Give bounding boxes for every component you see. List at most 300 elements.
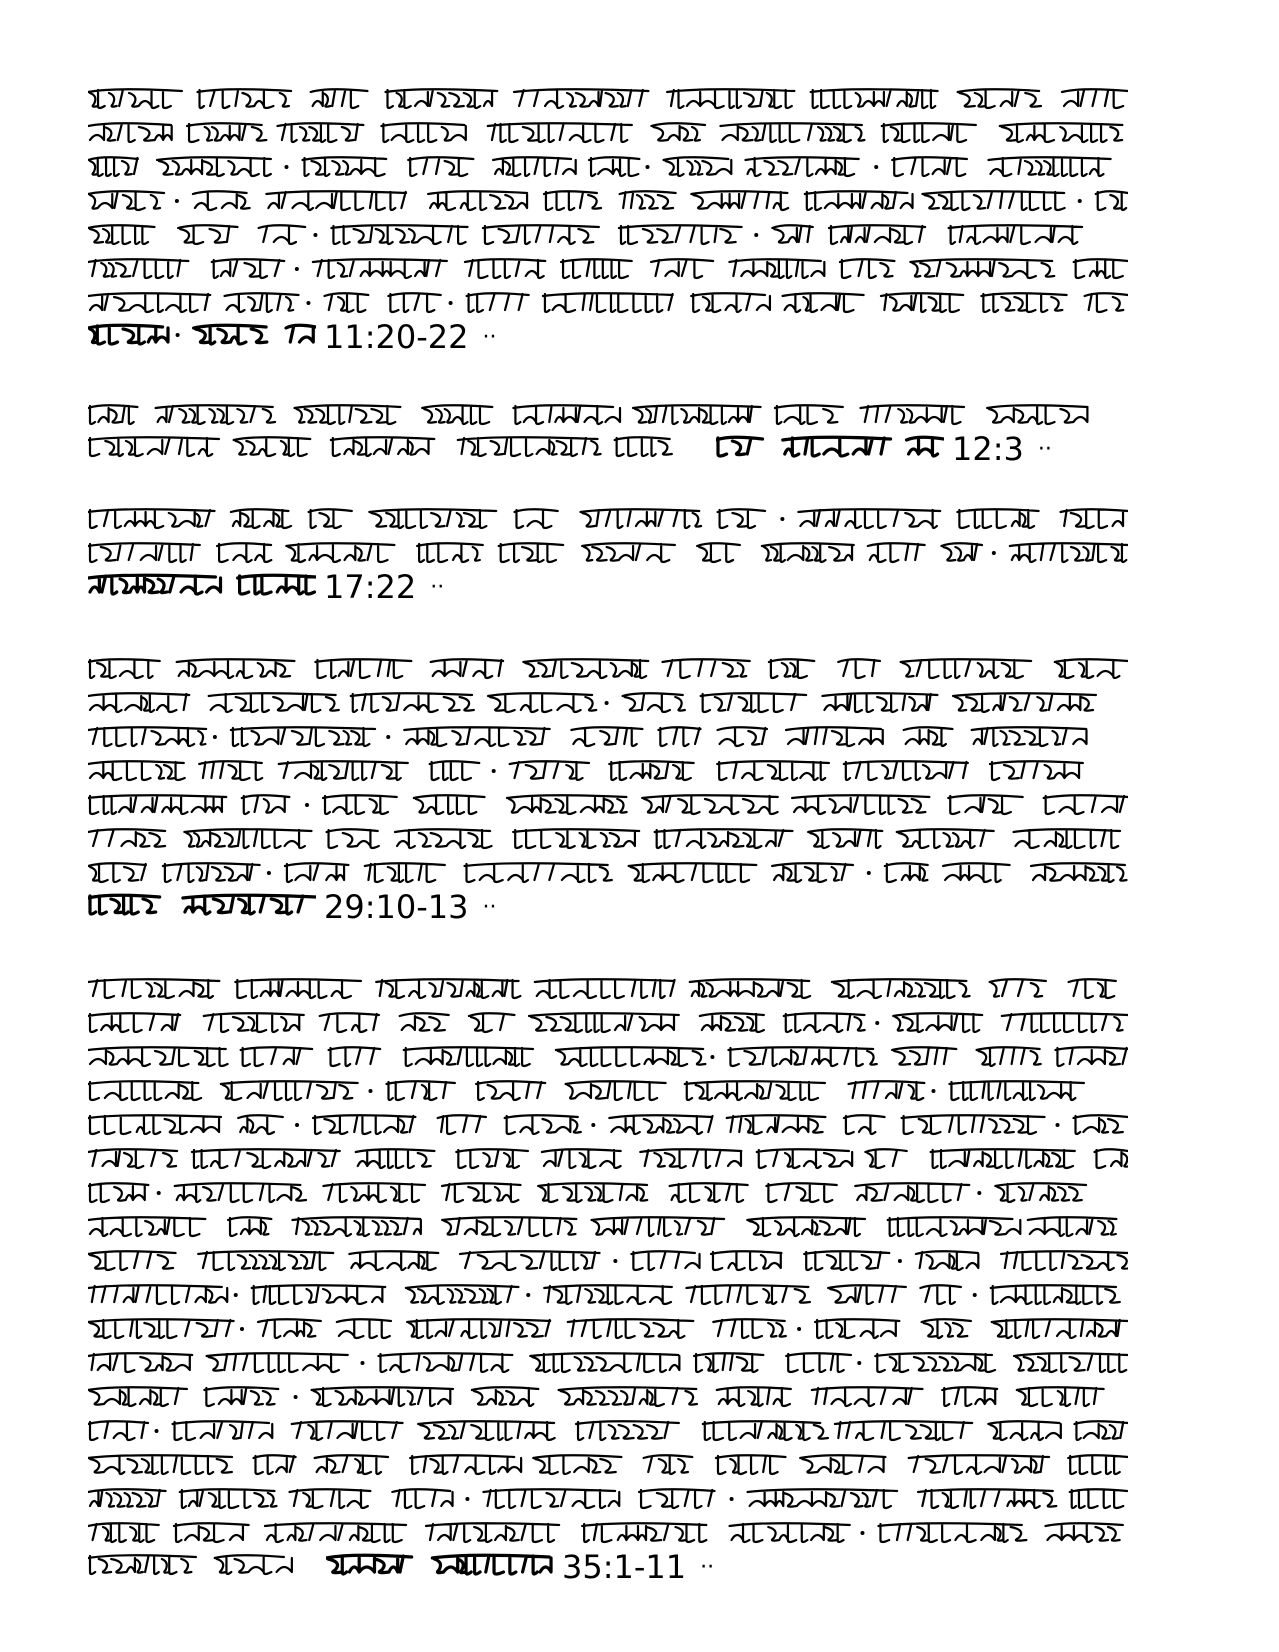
script-word — [221, 1081, 358, 1100]
script-word — [320, 1013, 379, 1032]
script-word — [901, 659, 1032, 678]
script-word — [1061, 509, 1128, 528]
reference-number: 35:1-11 — [562, 1548, 687, 1586]
script-line — [88, 1142, 1198, 1176]
script-word — [988, 1421, 1060, 1440]
script-word — [571, 727, 642, 746]
script-punctuation — [305, 803, 309, 807]
passage-1 — [88, 82, 1198, 360]
script-word — [157, 157, 271, 176]
script-word — [931, 1149, 1075, 1168]
script-word — [418, 1421, 554, 1440]
script-word — [865, 1149, 906, 1168]
script-word — [609, 1115, 712, 1134]
script-word — [798, 509, 940, 528]
script-word — [775, 405, 843, 424]
script-word — [619, 225, 742, 244]
script-word — [285, 863, 349, 882]
script-word — [1045, 1523, 1122, 1542]
script-word — [156, 405, 275, 424]
script-punctuation — [175, 199, 179, 203]
script-word — [331, 437, 434, 456]
script-word — [290, 1489, 371, 1508]
passage-2 — [88, 398, 1198, 468]
script-word — [530, 1353, 679, 1372]
script-word — [904, 727, 953, 746]
script-word — [323, 1183, 425, 1202]
script-word — [422, 405, 492, 424]
script-word — [379, 1353, 513, 1372]
script-word — [430, 761, 480, 780]
script-punctuation — [797, 1327, 801, 1331]
script-word — [192, 1149, 340, 1168]
script-word — [909, 1455, 1049, 1474]
script-word — [949, 1081, 1084, 1100]
script-word — [404, 727, 549, 746]
script-punctuation — [234, 1293, 238, 1297]
script-word — [493, 157, 576, 176]
script-word — [88, 727, 206, 746]
script-word — [469, 1013, 515, 1032]
script-word — [88, 191, 164, 210]
script-word — [426, 1523, 559, 1542]
script-word — [178, 225, 237, 244]
script-word — [88, 1421, 148, 1440]
script-word — [465, 259, 545, 278]
script-word — [772, 863, 853, 882]
script-punctuation — [605, 701, 609, 705]
script-word — [292, 1421, 403, 1440]
script-word — [701, 693, 807, 712]
script-word — [88, 325, 168, 344]
script-word — [559, 1387, 697, 1406]
script-punctuation — [176, 333, 180, 337]
script-line — [88, 1312, 1198, 1346]
script-word — [829, 225, 925, 244]
script-word — [716, 437, 763, 456]
script-word — [88, 1013, 180, 1032]
script-word — [238, 575, 316, 594]
script-word — [609, 761, 693, 780]
script-word — [533, 1455, 621, 1474]
book-name-script — [716, 430, 944, 468]
script-punctuation — [874, 165, 878, 169]
script-word — [582, 543, 675, 562]
script-word — [329, 1047, 381, 1066]
script-punctuation — [646, 165, 650, 169]
script-word — [822, 693, 937, 712]
script-line — [88, 1210, 1198, 1244]
script-word — [228, 1217, 271, 1236]
script-word — [943, 863, 1010, 882]
script-word — [505, 1115, 581, 1134]
script-word — [757, 1149, 852, 1168]
script-word — [404, 1047, 533, 1066]
script-word — [199, 761, 262, 780]
script-word — [1074, 1115, 1128, 1134]
script-word — [198, 1251, 333, 1270]
reference-line — [88, 890, 1198, 924]
script-word — [513, 829, 639, 848]
script-punctuation — [1056, 1123, 1060, 1127]
script-word — [395, 829, 491, 848]
script-punctuation — [155, 1429, 159, 1433]
script-word — [957, 509, 1038, 528]
script-word — [655, 829, 793, 848]
script-word — [323, 795, 397, 814]
script-word — [215, 1555, 292, 1574]
script-word — [783, 437, 891, 456]
script-word — [184, 829, 311, 848]
script-word — [326, 1555, 412, 1574]
script-word — [252, 1285, 386, 1304]
script-word — [88, 1183, 148, 1202]
script-word — [302, 157, 386, 176]
script-word — [1010, 543, 1128, 562]
script-word — [88, 293, 210, 312]
passage-3 — [88, 502, 1198, 610]
script-word — [860, 405, 964, 424]
passage-4 — [88, 652, 1198, 932]
script-word — [381, 123, 465, 142]
script-word — [875, 1353, 995, 1372]
script-word — [651, 123, 705, 140]
reference-line — [88, 570, 1198, 604]
script-word — [349, 1251, 438, 1270]
script-word — [351, 693, 474, 712]
script-word — [428, 191, 527, 210]
script-word — [432, 1555, 551, 1574]
script-word — [711, 1251, 781, 1270]
script-word — [88, 543, 200, 562]
book-name-script — [88, 568, 316, 606]
script-punctuation — [295, 267, 299, 271]
script-word — [855, 1183, 969, 1202]
script-word — [369, 509, 496, 528]
script-word — [88, 1149, 177, 1168]
script-word — [231, 509, 291, 528]
script-line — [88, 1244, 1198, 1278]
script-word — [88, 1387, 187, 1406]
document-page — [88, 82, 1198, 1592]
script-word — [1055, 659, 1128, 678]
script-word — [88, 863, 146, 882]
script-word — [88, 1047, 228, 1066]
script-word — [331, 225, 467, 244]
script-word — [456, 1149, 528, 1168]
script-word — [784, 1013, 865, 1032]
script-text-block — [88, 652, 1198, 890]
reference-line — [88, 1550, 1198, 1584]
script-word — [212, 259, 285, 278]
script-word — [337, 1319, 391, 1338]
script-line — [88, 398, 1198, 432]
script-word — [431, 659, 503, 678]
script-word — [1014, 1353, 1128, 1372]
script-word — [990, 761, 1083, 780]
script-line — [88, 1516, 1198, 1550]
script-word — [187, 123, 266, 142]
script-word — [783, 293, 864, 312]
script-word — [88, 157, 138, 176]
script-word — [720, 123, 864, 142]
script-word — [718, 509, 765, 528]
script-word — [1001, 1251, 1128, 1270]
script-word — [458, 437, 601, 456]
script-word — [922, 191, 1064, 210]
script-word — [259, 225, 306, 244]
script-word — [992, 1319, 1128, 1338]
script-word — [615, 437, 672, 456]
script-word — [279, 761, 408, 780]
script-word — [703, 1421, 828, 1440]
script-punctuation — [449, 301, 453, 305]
script-word — [748, 1489, 898, 1508]
script-word — [488, 693, 596, 712]
script-word — [832, 979, 970, 998]
script-word — [685, 1081, 825, 1100]
script-word — [620, 191, 676, 208]
script-word — [173, 1421, 273, 1440]
script-word — [642, 795, 778, 814]
script-word — [400, 1013, 449, 1030]
script-word — [1070, 1489, 1127, 1508]
script-word — [786, 727, 883, 746]
end-mark: ·· — [700, 1554, 715, 1580]
script-word — [988, 157, 1110, 176]
script-word — [1096, 191, 1128, 210]
script-word — [727, 1115, 826, 1134]
script-word — [840, 259, 895, 278]
script-word — [667, 89, 794, 108]
script-word — [868, 543, 925, 562]
script-punctuation — [284, 165, 288, 169]
script-word — [204, 1387, 278, 1406]
script-word — [483, 225, 599, 244]
reference-number: 11:20-22 — [324, 318, 469, 356]
script-line — [88, 1448, 1198, 1482]
script-word — [691, 293, 770, 312]
script-word — [88, 89, 182, 108]
script-word — [916, 1251, 978, 1270]
script-word — [231, 727, 375, 746]
script-punctuation — [931, 1089, 935, 1093]
script-word — [324, 293, 368, 312]
script-word — [529, 1013, 679, 1032]
script-word — [987, 405, 1087, 424]
script-word — [253, 1455, 295, 1474]
script-word — [88, 1217, 205, 1236]
script-punctuation — [730, 1497, 734, 1501]
script-word — [882, 123, 976, 142]
script-word — [417, 543, 483, 562]
script-word — [544, 1285, 672, 1304]
script-punctuation — [294, 1395, 298, 1399]
script-word — [1062, 89, 1128, 108]
script-word — [716, 1455, 786, 1474]
script-word — [207, 1353, 348, 1372]
script-line — [88, 1278, 1198, 1312]
script-word — [225, 293, 299, 312]
script-word — [849, 1081, 925, 1100]
script-word — [407, 1319, 550, 1338]
script-word — [828, 1285, 906, 1304]
script-word — [580, 509, 701, 528]
script-word — [958, 89, 1041, 108]
script-word — [543, 293, 673, 312]
script-word — [365, 863, 445, 882]
script-word — [690, 979, 810, 998]
end-mark: ·· — [482, 894, 497, 920]
script-word — [881, 293, 963, 312]
script-word — [88, 761, 185, 780]
script-punctuation — [973, 1293, 977, 1297]
script-word — [844, 1115, 885, 1134]
script-word — [266, 191, 406, 210]
script-word — [1028, 1217, 1117, 1236]
script-punctuation — [780, 517, 784, 521]
script-word — [977, 1047, 1041, 1066]
script-word — [766, 1183, 836, 1202]
script-line — [88, 502, 1198, 536]
script-word — [460, 1251, 600, 1270]
script-word — [1031, 863, 1127, 882]
script-word — [410, 1455, 521, 1474]
script-word — [582, 1523, 706, 1542]
script-word — [88, 795, 226, 814]
script-word — [535, 979, 675, 998]
end-mark: ·· — [1037, 436, 1052, 462]
script-punctuation — [306, 301, 310, 305]
script-word — [1074, 259, 1128, 278]
script-word — [1085, 293, 1128, 312]
script-word — [644, 1455, 693, 1474]
script-line — [88, 754, 1198, 788]
script-word — [762, 543, 854, 562]
script-word — [639, 1489, 715, 1508]
script-word — [713, 1319, 785, 1338]
script-punctuation — [857, 1361, 861, 1365]
script-punctuation — [361, 1361, 365, 1365]
script-word — [88, 1285, 227, 1304]
end-mark: ·· — [482, 324, 497, 350]
script-word — [576, 1421, 679, 1440]
script-line — [88, 184, 1198, 218]
reference-number: 17:22 — [324, 568, 417, 606]
script-word — [235, 979, 361, 998]
script-punctuation — [267, 871, 271, 875]
script-tail — [88, 430, 708, 468]
script-word — [408, 157, 473, 176]
script-text-block — [88, 398, 1198, 432]
script-word — [309, 509, 352, 528]
script-word — [88, 1555, 196, 1574]
script-word — [815, 1319, 899, 1338]
script-word — [315, 1455, 388, 1474]
script-word — [88, 1455, 232, 1474]
script-word — [942, 1387, 997, 1406]
script-line — [88, 536, 1198, 570]
script-punctuation — [313, 233, 317, 237]
script-word — [238, 1115, 283, 1134]
script-word — [631, 1251, 699, 1270]
script-line — [88, 686, 1198, 720]
script-punctuation — [465, 1497, 469, 1501]
script-line — [88, 720, 1198, 754]
script-word — [1095, 1149, 1128, 1168]
script-word — [258, 1319, 321, 1338]
script-word — [800, 1455, 885, 1474]
script-word — [88, 829, 165, 846]
script-punctuation — [754, 233, 758, 237]
script-word — [941, 543, 982, 560]
script-line — [88, 218, 1198, 252]
script-word — [920, 1285, 961, 1304]
script-word — [907, 437, 944, 456]
script-word — [948, 795, 1022, 814]
script-word — [747, 1217, 865, 1236]
script-word — [538, 1183, 647, 1202]
script-word — [438, 1115, 486, 1134]
reference-line — [88, 432, 1198, 466]
book-name-script — [326, 1548, 554, 1586]
script-line — [88, 652, 1198, 686]
script-word — [885, 863, 928, 882]
script-punctuation — [213, 735, 217, 739]
script-word — [623, 693, 685, 712]
script-word — [811, 89, 938, 108]
script-line — [88, 788, 1198, 822]
script-word — [472, 1387, 538, 1406]
script-punctuation — [860, 1531, 864, 1535]
script-punctuation — [386, 735, 390, 739]
script-word — [234, 437, 311, 456]
script-line — [88, 116, 1198, 150]
script-word — [174, 1523, 249, 1542]
script-word — [918, 1489, 1056, 1508]
script-word — [995, 1183, 1086, 1202]
script-word — [812, 1387, 923, 1406]
script-punctuation — [977, 1191, 981, 1195]
script-word — [88, 895, 160, 914]
script-word — [835, 1421, 972, 1440]
script-word — [88, 405, 137, 424]
script-word — [700, 1013, 764, 1032]
reference-line — [88, 320, 1198, 354]
script-punctuation — [157, 1191, 161, 1195]
script-word — [194, 325, 267, 344]
script-word — [1055, 1047, 1128, 1066]
script-line — [88, 1108, 1198, 1142]
script-word — [510, 761, 589, 780]
script-word — [442, 1183, 520, 1202]
script-punctuation — [368, 1089, 372, 1093]
reference-number: 12:3 — [952, 430, 1024, 468]
script-word — [88, 659, 160, 678]
script-word — [1017, 1387, 1104, 1406]
script-word — [568, 1319, 694, 1338]
script-word — [892, 1047, 956, 1064]
script-word — [217, 543, 271, 562]
script-word — [88, 1319, 234, 1338]
script-word — [544, 191, 601, 210]
script-word — [633, 405, 761, 424]
script-word — [241, 1047, 312, 1066]
script-word — [392, 1489, 452, 1508]
script-word — [88, 509, 215, 528]
script-word — [442, 1217, 576, 1236]
script-word — [513, 405, 620, 424]
